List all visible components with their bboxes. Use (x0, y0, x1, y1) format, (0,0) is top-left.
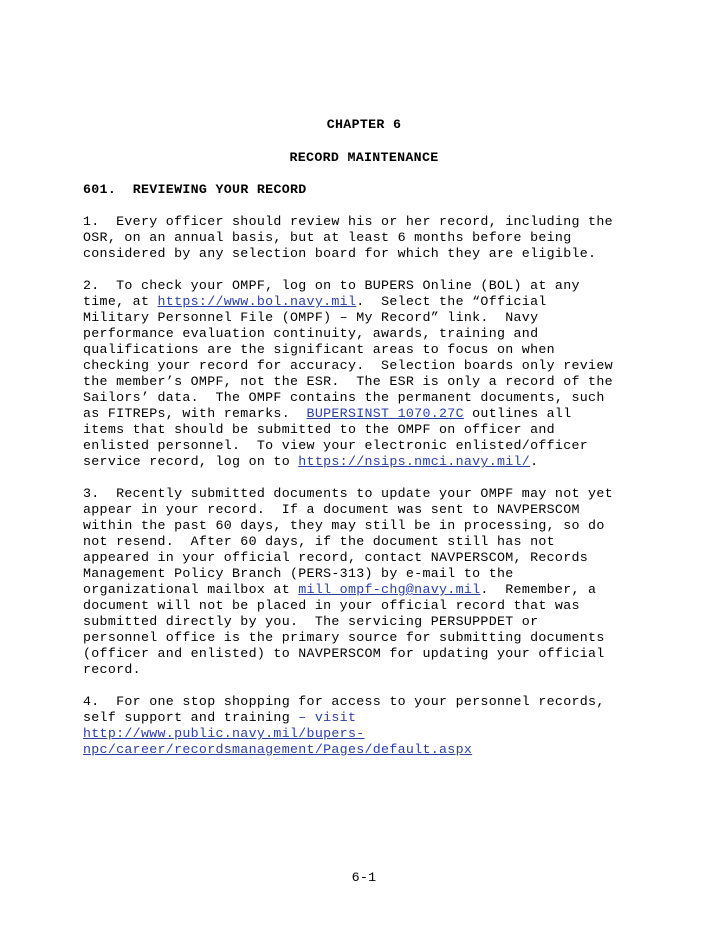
p3-line-7 (83, 582, 596, 598)
records-management-link[interactable]: http://www.public.navy.mil/bupers- (83, 726, 365, 741)
p2-line-3: Military Personnel File (OMPF) – My Record” link. Navy (83, 310, 539, 325)
p1-line-2: OSR, on an annual basis, but at least 6 months before being (83, 230, 572, 245)
p3-line-3: within the past 60 days, they may still be in processing, so do (83, 518, 605, 533)
p2-line-5: qualifications are the significant areas to focus on when (83, 342, 555, 357)
p4-line-3 (83, 726, 365, 742)
ompf-mailbox-link[interactable]: mill_ompf-chg@navy.mil (298, 582, 481, 597)
p3-line-8: document will not be placed in your official record that was (83, 598, 580, 613)
p2-line-2-text: time, at (83, 294, 158, 309)
chapter-title: RECORD MAINTENANCE (289, 150, 439, 165)
p2-line-7: the member’s OMPF, not the ESR. The ESR is only a record of the (83, 374, 613, 389)
p2-line-2 (83, 294, 547, 310)
p3-line-4: not resend. After 60 days, if the document still has not (83, 534, 555, 549)
p2-line-8: Sailors’ data. The OMPF contains the permanent documents, such (83, 390, 605, 405)
p2-line-11: enlisted personnel. To view your electronic enlisted/officer (83, 438, 589, 453)
p2-line-9 (83, 406, 572, 422)
section-title: REVIEWING YOUR RECORD (132, 182, 307, 197)
p3-line-11: (officer and enlisted) to NAVPERSCOM for updating your official (83, 646, 605, 661)
p2-line-12-text-end: . (530, 454, 539, 469)
p2-line-2-text-end: . Select the “Official (356, 294, 547, 309)
p2-line-9-text-end: outlines all (463, 406, 572, 421)
p2-line-6: checking your record for accuracy. Selection boards only review (83, 358, 613, 373)
p3-line-7-text: organizational mailbox at (83, 582, 299, 597)
p2-line-4: performance evaluation continuity, awards, training and (83, 326, 539, 341)
p2-line-1: 2. To check your OMPF, log on to BUPERS Online (BOL) at any (83, 278, 580, 293)
p3-line-7-text-end: . Remember, a (480, 582, 597, 597)
p3-line-9: submitted directly by you. The servicing PERSUPPDET or (83, 614, 539, 629)
p2-line-12 (83, 454, 538, 470)
p1-line-1: 1. Every officer should review his or her record, including the (83, 214, 613, 229)
nsips-link[interactable]: https://nsips.nmci.navy.mil/ (298, 454, 531, 469)
section-heading (83, 182, 307, 198)
p3-line-6: Management Policy Branch (PERS-313) by e-mail to the (83, 566, 514, 581)
p4-line-2-text: self support and training (83, 710, 299, 725)
p3-line-10: personnel office is the primary source for submitting documents (83, 630, 605, 645)
section-number: 601. (83, 182, 117, 197)
visit-link-text[interactable]: – visit (298, 710, 357, 725)
p3-line-1: 3. Recently submitted documents to update your OMPF may not yet (83, 486, 613, 501)
p2-line-12-text: service record, log on to (83, 454, 299, 469)
p4-line-4 (83, 742, 472, 758)
p3-line-2: appear in your record. If a document was sent to NAVPERSCOM (83, 502, 580, 517)
bol-link[interactable]: https://www.bol.navy.mil (157, 294, 357, 309)
bupersinst-link[interactable]: BUPERSINST 1070.27C (306, 406, 464, 421)
p4-line-1: 4. For one stop shopping for access to your personnel records, (83, 694, 605, 709)
chapter-heading: CHAPTER 6 (326, 117, 402, 132)
p3-line-5: appeared in your official record, contact NAVPERSCOM, Records (83, 550, 589, 565)
p3-line-12: record. (83, 662, 141, 677)
records-management-link-cont[interactable]: npc/career/recordsmanagement/Pages/default.aspx (83, 742, 473, 757)
p1-line-3: considered by any selection board for which they are eligible. (83, 246, 597, 261)
page-number: 6-1 (351, 870, 377, 885)
p2-line-10: items that should be submitted to the OMPF on officer and (83, 422, 555, 437)
p4-line-2 (83, 710, 356, 726)
p2-line-9-text: as FITREPs, with remarks. (83, 406, 307, 421)
